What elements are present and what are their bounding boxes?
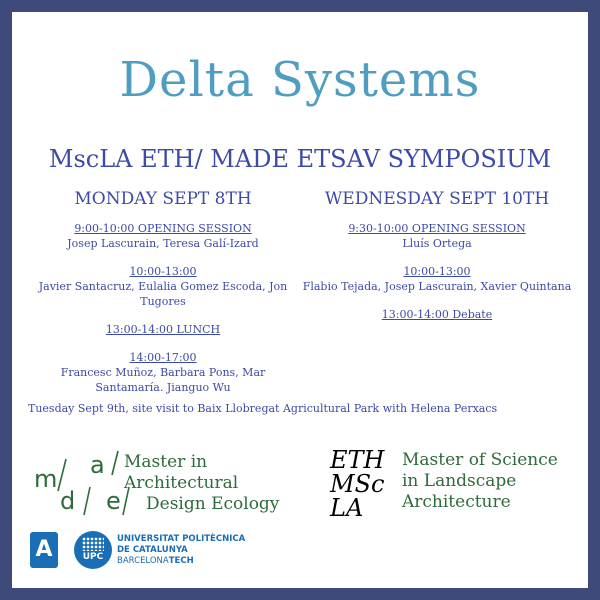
eth-line: Architecture <box>402 492 511 512</box>
wednesday-session <box>302 264 572 294</box>
made-letter-m: m <box>34 465 58 493</box>
session-people: Javier Santacruz, Eulalia Gomez Escoda, Jon Tugores <box>38 280 288 308</box>
tuesday-note: Tuesday Sept 9th, site visit to Baix Llobregat Agricultural Park with Helena Perxacs <box>28 402 498 415</box>
wednesday-session <box>302 221 572 251</box>
monday-session <box>28 221 298 251</box>
upc-mark-text: UPC <box>82 552 104 562</box>
wednesday-session <box>302 307 572 322</box>
session-people: Flabio Tejada, Josep Lascurain, Xavier Quintana <box>302 280 572 293</box>
monday-session <box>28 350 298 395</box>
upc-line: DE CATALUNYA <box>117 545 188 555</box>
upc-wordmark <box>117 534 245 567</box>
eth-line: in Landscape <box>402 471 517 491</box>
session-people: Josep Lascurain, Teresa Galí-Izard <box>67 237 259 250</box>
upc-logo-icon <box>74 531 112 569</box>
session-time: 10:00-13:00 <box>403 265 471 278</box>
eth-logo-line: LA <box>330 494 364 522</box>
upc-dots-pattern <box>82 537 104 551</box>
eth-logo-line: MSc <box>330 470 385 498</box>
upc-line-part: BARCELONA <box>117 556 169 566</box>
upc-line-part: TECH <box>168 556 194 566</box>
monday-session <box>28 322 298 337</box>
made-letter-d: d <box>60 487 76 515</box>
poster-subtitle: MscLA ETH/ MADE ETSAV SYMPOSIUM <box>48 145 552 173</box>
session-people: Lluís Ortega <box>402 237 472 250</box>
poster-title: Delta Systems <box>119 52 481 108</box>
made-line: Architectural <box>124 473 239 493</box>
made-letter-a: a <box>90 451 105 479</box>
upv-logo-icon: A <box>30 532 58 568</box>
session-time: 9:30-10:00 OPENING SESSION <box>348 222 526 235</box>
session-people: Francesc Muñoz, Barbara Pons, Mar Santamaría. Jianguo Wu <box>60 366 266 394</box>
session-time: 10:00-13:00 <box>129 265 197 278</box>
eth-logo-line: ETH <box>330 446 385 474</box>
wednesday-column <box>302 189 572 335</box>
monday-heading: MONDAY SEPT 8TH <box>74 189 252 209</box>
session-time: 14:00-17:00 <box>129 351 197 364</box>
poster <box>12 12 588 588</box>
made-line: Design Ecology <box>146 494 280 514</box>
session-time: 9:00-10:00 OPENING SESSION <box>74 222 252 235</box>
session-time: 13:00-14:00 Debate <box>381 308 493 321</box>
session-time: 13:00-14:00 LUNCH <box>105 323 221 336</box>
monday-session <box>28 264 298 309</box>
eth-msc-la-logo <box>330 448 384 520</box>
made-line: Master in <box>124 452 208 472</box>
eth-line: Master of Science <box>402 450 558 470</box>
made-logo <box>32 449 132 519</box>
monday-column <box>28 189 298 408</box>
wednesday-heading: WEDNESDAY SEPT 10TH <box>324 189 550 209</box>
upc-line: UNIVERSITAT POLITÈCNICA <box>117 534 246 544</box>
upc-line <box>117 556 245 567</box>
eth-program-name <box>402 450 558 513</box>
made-letter-e: e <box>106 487 121 515</box>
made-program-name <box>124 452 279 515</box>
